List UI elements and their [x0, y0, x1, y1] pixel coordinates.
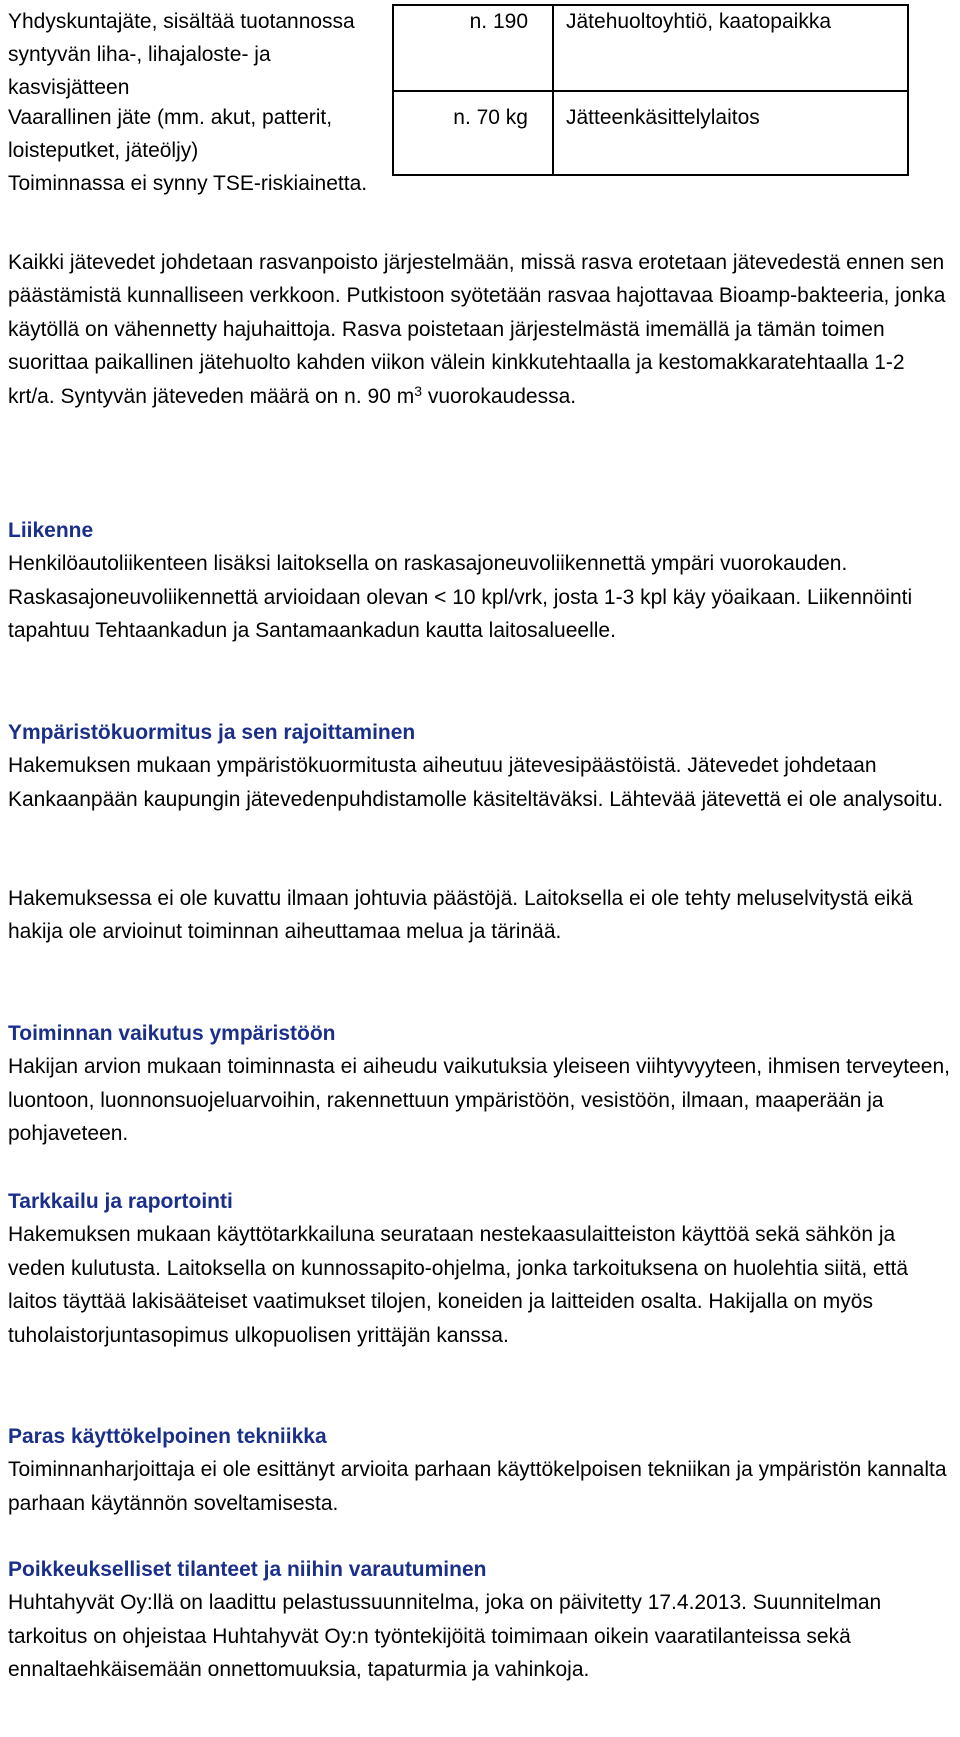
- waste-destination-cell: Jätteenkäsittelylaitos: [566, 106, 760, 129]
- emissions-section: [8, 716, 954, 816]
- bat-paragraph: Toiminnanharjoittaja ei ole esittänyt arvioita parhaan käyttökelpoisen tekniikan ja ympäristön kannalta parhaan käytännön soveltamisesta.: [8, 1458, 947, 1515]
- impact-heading: Toiminnan vaikutus ympäristöön: [8, 1022, 336, 1045]
- cubic-superscript: 3: [414, 382, 423, 399]
- waste-amount-cell: n. 70 kg: [453, 106, 528, 129]
- waste-type-cell: Vaarallinen jäte (mm. akut, patterit, loisteputket, jäteöljy): [8, 106, 333, 162]
- emissions-heading: Ympäristökuormitus ja sen rajoittaminen: [8, 721, 416, 744]
- exceptional-section: [8, 1553, 954, 1687]
- monitoring-paragraph: Hakemuksen mukaan käyttötarkkailuna seurataan nestekaasulaitteiston käyttöä sekä sähkön ja veden kulutusta. Laitoksella on kunnossapito-ohjelma, jonka tarkoituksena on huolehtia siitä, että laitos täyttää lakisääteiset vaatimukset tilojen, koneiden ja laitteiden osalta. Hakijalla on myös tuholaistorjuntasopimus ulkopuolisen yrittäjän kanssa.: [8, 1223, 909, 1347]
- wastewater-paragraph: [8, 246, 954, 413]
- emissions-paragraph-2: Hakemuksessa ei ole kuvattu ilmaan johtuvia päästöjä. Laitoksella ei ole tehty meluselvitystä eikä hakija ole arvioinut toiminnan aiheuttamaa melua ja tärinää.: [8, 887, 913, 944]
- monitoring-heading: Tarkkailu ja raportointi: [8, 1190, 233, 1213]
- tse-note: Toiminnassa ei synny TSE-riskiainetta.: [8, 172, 368, 195]
- emissions-paragraph-1: Hakemuksen mukaan ympäristökuormitusta aiheutuu jätevesipäästöistä. Jätevedet johdetaan Kankaanpään kaupungin jätevedenpuhdistamolle käsiteltäväksi. Lähtevää jätevettä ei ole analysoitu.: [8, 754, 944, 811]
- exceptional-heading: Poikkeukselliset tilanteet ja niihin varautuminen: [8, 1558, 487, 1581]
- wastewater-section: [8, 246, 954, 413]
- wastewater-text-end: vuorokaudessa.: [422, 384, 577, 408]
- wastewater-text: Kaikki jätevedet johdetaan rasvanpoisto järjestelmään, missä rasva erotetaan jätevedestä ennen sen päästämistä kunnalliseen verkkoon. Putkistoon syötetään rasvaa hajottavaa Bioamp-bakteeria, jonka käytöllä on vähennetty hajuhaittoja. Rasva poistetaan järjestelmästä imemällä ja tämän toimen suorittaa paikallinen jätehuolto kahden viikon välein kinkkutehtaalla ja kestomakkaratehtaalla 1-2 krt/a. Syntyvän jäteveden määrä on n. 90 m: [8, 251, 946, 408]
- traffic-heading: Liikenne: [8, 519, 94, 542]
- traffic-section: [8, 514, 954, 648]
- bat-section: [8, 1420, 954, 1520]
- waste-destination-cell: Jätehuoltoyhtiö, kaatopaikka: [566, 10, 832, 33]
- table-row-divider: [392, 90, 909, 92]
- traffic-paragraph: Henkilöautoliikenteen lisäksi laitoksella on raskasajoneuvoliikennettä ympäri vuorokauden. Raskasajoneuvoliikennettä arvioidaan olevan < 10 kpl/vrk, josta 1-3 kpl käy yöaikaan. Liikennöinti tapahtuu Tehtaankadun ja Santamaankadun kautta laitosalueelle.: [8, 552, 913, 643]
- monitoring-section: [8, 1185, 954, 1352]
- impact-paragraph: Hakijan arvion mukaan toiminnasta ei aiheudu vaikutuksia yleiseen viihtyvyyteen, ihmisen terveyteen, luontoon, luonnonsuojeluarvoihin, rakennettuun ympäristöön, vesistöön, ilmaan, maaperään ja pohjaveteen.: [8, 1055, 950, 1146]
- bat-heading: Paras käyttökelpoinen tekniikka: [8, 1425, 327, 1448]
- emissions-section-2: [8, 882, 954, 949]
- waste-type-cell: Yhdyskuntajäte, sisältää tuotannossa syntyvän liha-, lihajaloste- ja kasvisjätteen: [8, 10, 355, 99]
- waste-amount-cell: n. 190: [469, 10, 528, 33]
- waste-table: [8, 2, 954, 195]
- impact-section: [8, 1017, 954, 1151]
- exceptional-paragraph: Huhtahyvät Oy:llä on laadittu pelastussuunnitelma, joka on päivitetty 17.4.2013. Suunnitelman tarkoitus on ohjeistaa Huhtahyvät Oy:n työntekijöitä toimimaan oikein vaaratilanteissa sekä ennaltaehkäisemään onnettomuuksia, tapaturmia ja vahinkoja.: [8, 1591, 882, 1682]
